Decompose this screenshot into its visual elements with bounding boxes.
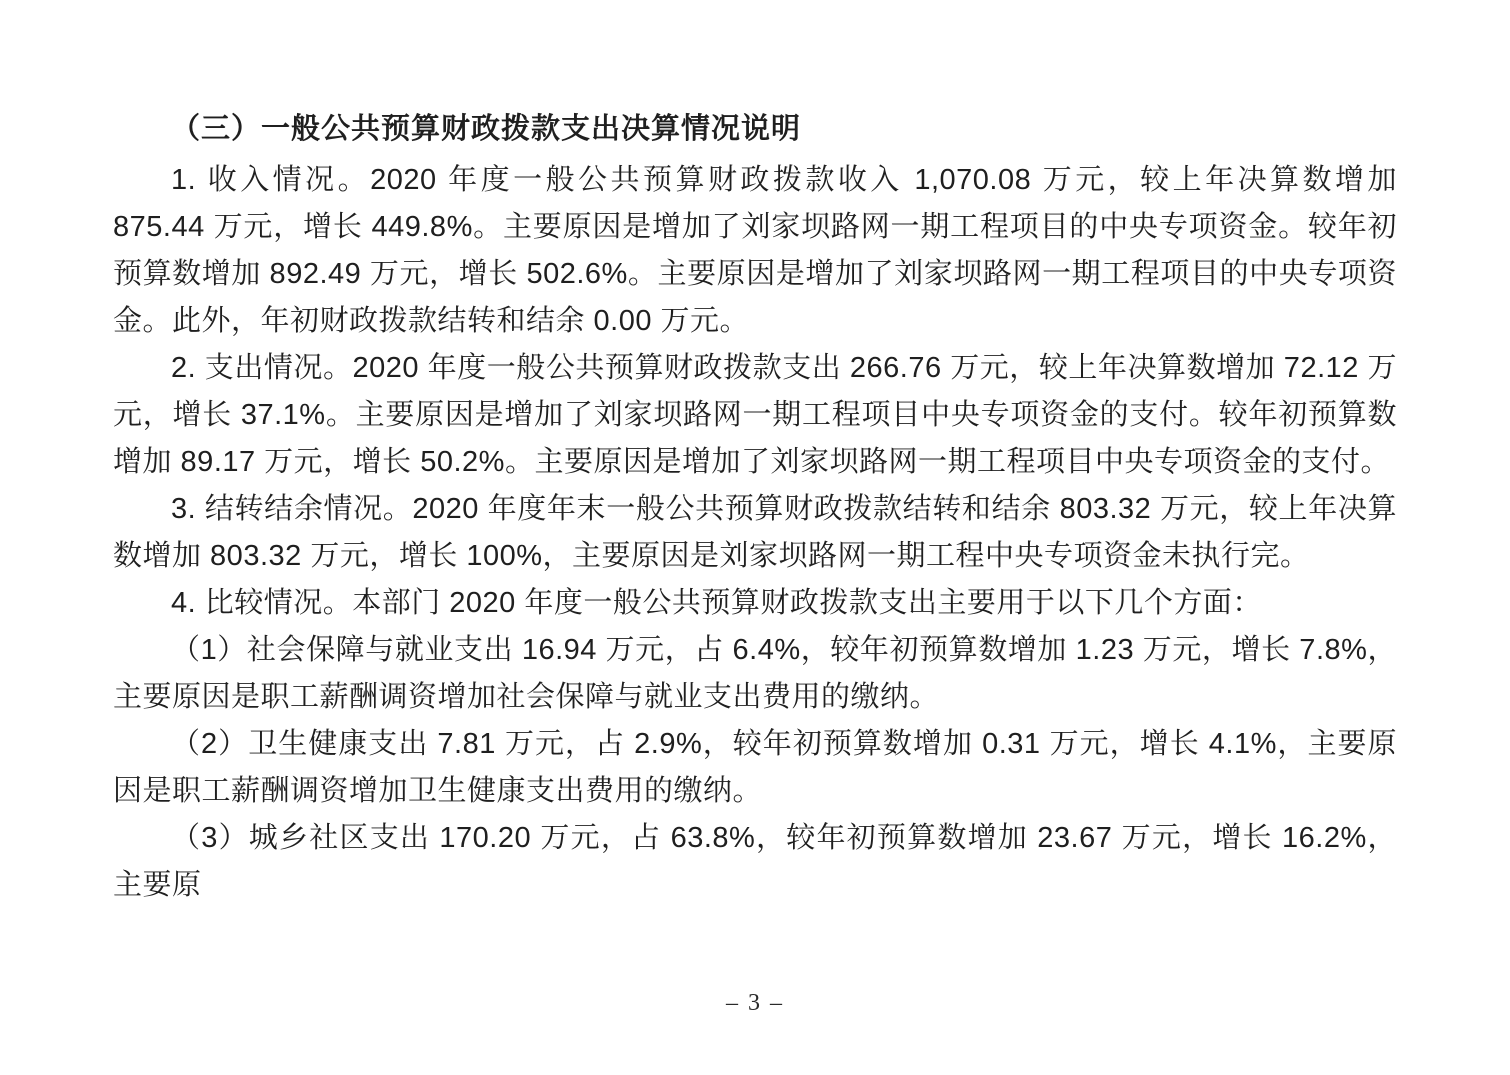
paragraph-income-situation: 1. 收入情况。2020 年度一般公共预算财政拨款收入 1,070.08 万元，较上年决算数增加 875.44 万元，增长 449.8%。主要原因是增加了刘家坝路网一期工程项目的中央专项资金。较年初预算数增加 892.49 万元，增长 502.6%。主要原因是增加了刘家坝路网一期工程项目的中央专项资金。此外，年初财政拨款结转和结余 0.00 万元。 (113, 164, 1397, 337)
paragraph-carryover-balance: 3. 结转结余情况。2020 年度年末一般公共预算财政拨款结转和结余 803.32 万元，较上年决算数增加 803.32 万元，增长 100%，主要原因是刘家坝路网一期工程中央专项资金未执行完。 (113, 493, 1397, 572)
paragraph-comparison-intro: 4. 比较情况。本部门 2020 年度一般公共预算财政拨款支出主要用于以下几个方面： (171, 587, 1262, 619)
paragraph-health: （2）卫生健康支出 7.81 万元，占 2.9%，较年初预算数增加 0.31 万元，增长 4.1%，主要原因是职工薪酬调资增加卫生健康支出费用的缴纳。 (113, 728, 1397, 807)
paragraph-expenditure-situation: 2. 支出情况。2020 年度一般公共预算财政拨款支出 266.76 万元，较上年决算数增加 72.12 万元，增长 37.1%。主要原因是增加了刘家坝路网一期工程项目中央专项资金的支付。较年初预算数增加 89.17 万元，增长 50.2%。主要原因是增加了刘家坝路网一期工程项目中央专项资金的支付。 (113, 352, 1397, 478)
paragraph-social-security-employment: （1）社会保障与就业支出 16.94 万元，占 6.4%，较年初预算数增加 1.23 万元，增长 7.8%，主要原因是职工薪酬调资增加社会保障与就业支出费用的缴纳。 (113, 634, 1397, 713)
document-body (113, 106, 1397, 909)
page-number: – 3 – (726, 990, 784, 1016)
paragraph-urban-rural-community: （3）城乡社区支出 170.20 万元，占 63.8%，较年初预算数增加 23.67 万元，增长 16.2%，主要原 (113, 822, 1397, 901)
section-heading: （三）一般公共预算财政拨款支出决算情况说明 (171, 113, 802, 145)
